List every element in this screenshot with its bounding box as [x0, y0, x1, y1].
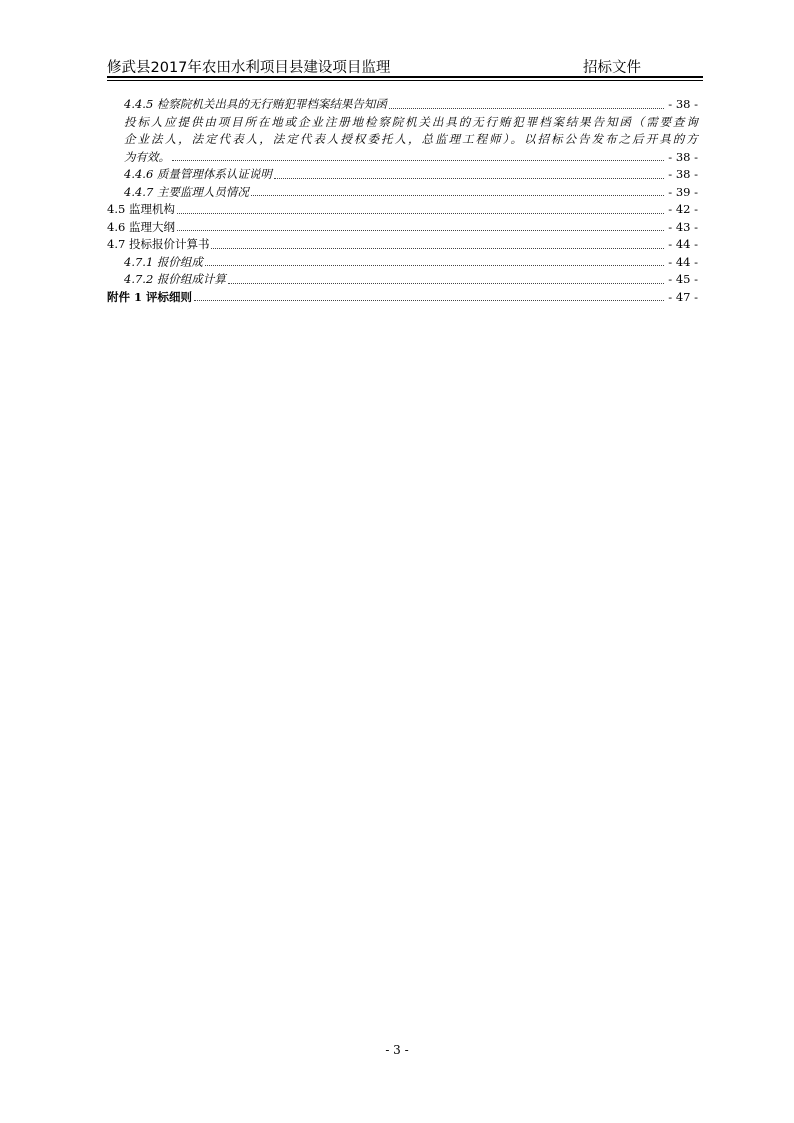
page-header: [107, 56, 703, 78]
toc-leader-dots: [172, 159, 664, 161]
document-type: 招标文件: [583, 60, 641, 76]
toc-entry-page: - 47 -: [668, 289, 698, 304]
toc-entry-title: 4.7.2 报价组成计算: [124, 272, 226, 286]
toc-entry-attachment-1[interactable]: [107, 289, 698, 307]
toc-leader-dots: [389, 107, 664, 109]
toc-leader-dots: [274, 177, 664, 179]
toc-entry-page: - 44 -: [668, 237, 698, 251]
header-rule-thick: [107, 76, 703, 78]
toc-entry-page: - 38 -: [668, 149, 698, 164]
table-of-contents: [107, 96, 698, 306]
toc-leader-dots: [205, 264, 664, 266]
toc-entry-page: - 45 -: [668, 272, 698, 286]
toc-entry-title: 4.4.6 质量管理体系认证说明: [124, 167, 272, 181]
toc-leader-dots: [251, 194, 664, 196]
toc-entry-4-4-5-note-end[interactable]: [107, 149, 698, 167]
toc-leader-dots: [177, 229, 664, 231]
header-rule-thin: [107, 80, 703, 81]
toc-note-line-1: 投标人应提供由项目所在地或企业注册地检察院机关出具的无行贿犯罪档案结果告知函（需要查询: [124, 114, 698, 129]
page-footer: [0, 1043, 794, 1057]
toc-entry-page: - 38 -: [668, 97, 698, 111]
toc-entry-page: - 43 -: [668, 219, 698, 234]
page-number: - 3 -: [385, 1043, 409, 1057]
toc-entry-title: 4.4.5 检察院机关出具的无行贿犯罪档案结果告知函: [124, 97, 387, 111]
toc-entry-4-7-1[interactable]: [107, 254, 698, 272]
toc-entry-4-4-6[interactable]: [107, 166, 698, 184]
toc-entry-4-7-2[interactable]: [107, 271, 698, 289]
toc-leader-dots: [194, 299, 664, 301]
toc-entry-4-4-5-note[interactable]: [107, 114, 698, 149]
toc-leader-dots: [211, 247, 664, 249]
toc-entry-title: 4.4.7 主要监理人员情况: [124, 184, 249, 199]
toc-leader-dots: [228, 282, 664, 284]
toc-entry-4-6[interactable]: [107, 219, 698, 237]
toc-entry-title: 4.7 投标报价计算书: [107, 237, 210, 251]
toc-entry-4-4-5[interactable]: [107, 96, 698, 114]
project-title: 修武县2017年农田水利项目县建设项目监理: [107, 60, 391, 76]
toc-entry-page: - 42 -: [668, 202, 698, 216]
toc-entry-title: 4.5 监理机构: [107, 202, 175, 216]
toc-entry-title: 4.6 监理大纲: [107, 219, 175, 234]
toc-leader-dots: [177, 212, 664, 214]
toc-entry-page: - 44 -: [668, 254, 698, 269]
toc-entry-page: - 38 -: [668, 167, 698, 181]
toc-entry-4-5[interactable]: [107, 201, 698, 219]
toc-note-line-3: 为有效。: [124, 149, 170, 164]
toc-entry-title: 附件 1 评标细则: [107, 289, 193, 304]
toc-entry-4-7[interactable]: [107, 236, 698, 254]
toc-note-line-2: 企业法人，法定代表人，法定代表人授权委托人，总监理工程师）。以招标公告发布之后开具的方: [124, 132, 698, 146]
toc-entry-4-4-7[interactable]: [107, 184, 698, 202]
toc-entry-title: 4.7.1 报价组成: [124, 254, 203, 269]
toc-entry-page: - 39 -: [668, 184, 698, 199]
